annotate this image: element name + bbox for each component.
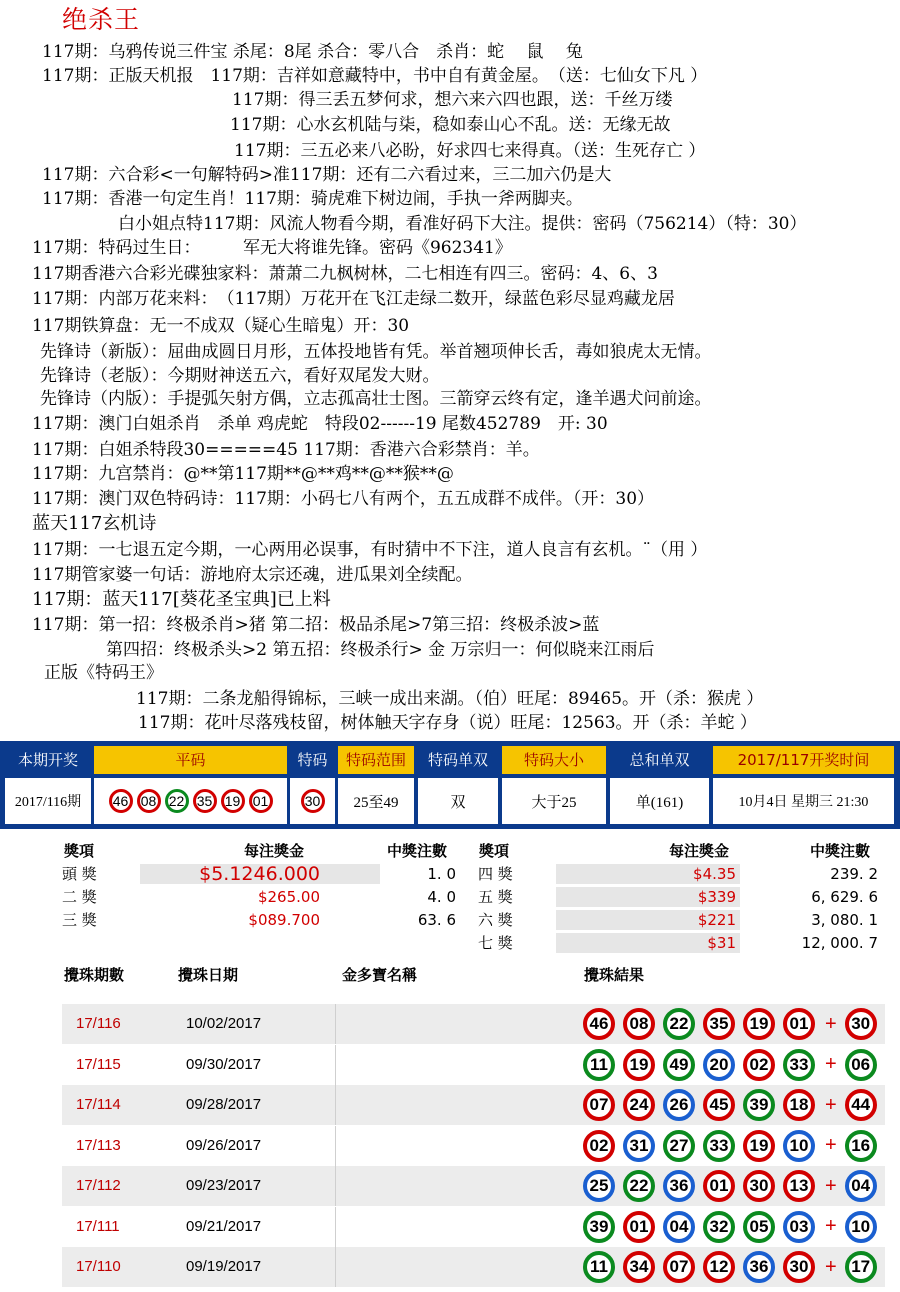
number-ball: 19 (743, 1130, 775, 1162)
plus-sign: + (825, 1174, 837, 1197)
text-heading: 蓝天117玄机诗 (32, 513, 157, 534)
history-period: 17/113 (76, 1136, 121, 1154)
plus-sign: + (825, 1255, 837, 1278)
history-row (62, 1126, 885, 1166)
prize-header-name: 獎項 (479, 842, 510, 860)
text-heading: 正版《特码王》 (44, 663, 163, 683)
prize-amount: $5.1246.000 (199, 863, 320, 885)
number-ball: 05 (743, 1211, 775, 1243)
prize-header-name: 獎項 (64, 842, 95, 860)
history-balls (583, 1049, 877, 1081)
prize-count: 3, 080. 1 (811, 911, 878, 929)
text-line: 117期铁算盘：无一不成双（疑心生暗鬼）开：30 (32, 316, 410, 336)
prize-header-count: 中獎注數 (810, 842, 871, 860)
text-line: 117期香港六合彩光碟独家料：萧萧二九枫树林，二七相连有四三。密码：4、6、3 (32, 264, 658, 284)
history-balls (583, 1251, 877, 1283)
number-ball: 24 (623, 1089, 655, 1121)
history-balls (583, 1211, 877, 1243)
header-special-range: 特码范围 (338, 746, 414, 774)
special-ball: 04 (845, 1170, 877, 1202)
next-draw-time: 10月4日 星期三 21:30 (713, 778, 894, 824)
text-line: 117期：白姐杀特段30=====45 117期：香港六合彩禁肖：羊。 (32, 440, 540, 460)
header-sum-odd-even: 总和单双 (629, 751, 690, 769)
number-ball: 26 (663, 1089, 695, 1121)
plus-sign: + (825, 1012, 837, 1035)
history-period: 17/111 (76, 1217, 120, 1235)
sum-odd-even: 单(161) (610, 778, 709, 824)
prize-row (478, 886, 882, 908)
text-line: 117期：内部万花来料： （117期）万花开在飞江走绿二数开，绿蓝色彩尽显鸡藏龙居 (32, 289, 675, 309)
prize-count: 63. 6 (417, 911, 456, 929)
number-ball: 01 (783, 1008, 815, 1040)
prize-count: 12, 000. 7 (801, 934, 878, 952)
text-line: 117期：乌鸦传说三件宝 杀尾：8尾 杀合：零八合 杀肖：蛇 鼠 兔 (42, 42, 583, 62)
number-ball: 08 (623, 1008, 655, 1040)
plus-sign: + (825, 1053, 837, 1075)
text-line: 117期：特码过生日： 军无大将谁先锋。密码《962341》 (32, 238, 512, 258)
number-ball: 25 (583, 1170, 615, 1202)
history-row (62, 1166, 885, 1206)
header-next-draw-time: 2017/117开奖时间 (713, 746, 894, 774)
text-line: 117期：澳门白姐杀肖 杀单 鸡虎蛇 特段02------19 尾数452789 开: 30 (32, 414, 608, 434)
history-balls (583, 1170, 877, 1202)
prize-count: 239. 2 (830, 865, 878, 883)
number-ball: 39 (743, 1089, 775, 1121)
prize-amount: $221 (697, 911, 736, 929)
prize-name: 七 獎 (478, 934, 513, 952)
history-period: 17/115 (76, 1055, 121, 1073)
number-ball: 19 (743, 1008, 775, 1040)
number-ball: 45 (703, 1089, 735, 1121)
prize-amount: $089.700 (248, 911, 320, 929)
prize-amount: $4.35 (693, 865, 736, 883)
prize-row (62, 863, 462, 885)
number-ball: 30 (743, 1170, 775, 1202)
text-line: 117期：九宫禁肖：@**第117期**@**鸡**@**猴**@ (32, 464, 454, 484)
text-line: 先锋诗（老版）：今期财神送五六，看好双尾发大财。 (40, 366, 440, 386)
number-ball: 35 (703, 1008, 735, 1040)
draw-period: 2017/116期 (5, 778, 91, 824)
column-divider (335, 1045, 336, 1085)
number-ball: 04 (663, 1211, 695, 1243)
number-ball: 07 (583, 1089, 615, 1121)
number-ball: 01 (623, 1211, 655, 1243)
history-date: 09/28/2017 (186, 1096, 262, 1113)
number-ball: 11 (583, 1251, 615, 1283)
header-special-odd-even: 特码单双 (427, 751, 488, 769)
number-ball: 12 (703, 1251, 735, 1283)
text-line: 117期：第一招：终极杀肖>猪 第二招：极品杀尾>7第三招：终极杀波>蓝 (32, 615, 600, 635)
history-row (62, 1247, 885, 1287)
number-ball: 03 (783, 1211, 815, 1243)
history-row (62, 1004, 885, 1044)
prize-row (478, 863, 882, 885)
number-ball: 07 (663, 1251, 695, 1283)
number-ball: 08 (137, 789, 161, 813)
history-period: 17/110 (76, 1258, 121, 1275)
prize-name: 六 獎 (478, 911, 513, 929)
history-date: 09/30/2017 (186, 1055, 262, 1073)
number-ball: 49 (663, 1049, 695, 1081)
header-special-big-small: 特码大小 (502, 746, 606, 774)
special-ball-cell (290, 778, 335, 824)
text-line: 117期：得三丢五梦何求，想六来六四也跟，送：千丝万缕 (232, 90, 673, 110)
text-line: 117期：澳门双色特码诗：117期：小码七八有两个，五五成群不成伴。（开：30） (32, 489, 655, 509)
special-ball: 06 (845, 1049, 877, 1081)
draw-info-table (0, 741, 900, 829)
number-ball: 46 (109, 789, 133, 813)
prize-amount: $265.00 (257, 888, 320, 906)
column-divider (335, 1247, 336, 1287)
special-odd-even: 双 (418, 778, 498, 824)
prize-amount: $339 (697, 888, 736, 906)
column-divider (335, 1207, 336, 1247)
history-balls (583, 1130, 877, 1162)
text-line: 第四招：终极杀头>2 第五招：终极杀行> 金 万宗归一：何似晓来江雨后 (106, 640, 655, 660)
text-line: 117期管家婆一句话：游地府太宗还魂，进瓜果刘全续配。 (32, 565, 473, 585)
prize-header-count: 中獎注數 (387, 842, 448, 860)
plus-sign: + (825, 1215, 837, 1237)
number-ball: 46 (583, 1008, 615, 1040)
header-regular-numbers: 平码 (94, 746, 287, 774)
prize-header-amount: 每注獎金 (244, 842, 305, 860)
page-title: 绝杀王 (62, 5, 141, 34)
history-period: 17/116 (76, 1015, 121, 1032)
history-balls (583, 1008, 877, 1040)
prize-row (478, 932, 882, 954)
special-ball: 10 (845, 1211, 877, 1243)
special-ball: 30 (301, 789, 325, 813)
prize-count: 1. 0 (427, 865, 456, 883)
number-ball: 35 (193, 789, 217, 813)
history-header-date: 攪珠日期 (178, 966, 239, 984)
history-date: 10/02/2017 (186, 1015, 262, 1032)
history-row (62, 1085, 885, 1125)
text-line: 先锋诗（内版）：手提弧矢射方偶，立志孤高壮士图。三箭穿云终有定，逢羊遇犬问前途。 (40, 389, 712, 409)
history-header-period: 攪珠期數 (64, 966, 125, 984)
history-balls (583, 1089, 877, 1121)
number-ball: 02 (583, 1130, 615, 1162)
number-ball: 20 (703, 1049, 735, 1081)
prize-row (478, 909, 882, 931)
column-divider (335, 1004, 336, 1044)
number-ball: 22 (623, 1170, 655, 1202)
column-divider (335, 1085, 336, 1125)
special-ball: 17 (845, 1251, 877, 1283)
special-big-small: 大于25 (502, 778, 606, 824)
text-line: 117期：心水玄机陆与柒，稳如泰山心不乱。送：无缘无故 (230, 115, 671, 135)
prize-row (62, 909, 462, 931)
number-ball: 19 (221, 789, 245, 813)
number-ball: 34 (623, 1251, 655, 1283)
number-ball: 32 (703, 1211, 735, 1243)
text-line: 117期：香港一句定生肖！117期：骑虎难下树边闹，手执一斧两脚夹。 (42, 189, 583, 209)
number-ball: 01 (703, 1170, 735, 1202)
history-date: 09/21/2017 (186, 1217, 262, 1235)
number-ball: 31 (623, 1130, 655, 1162)
prize-count: 6, 629. 6 (811, 888, 878, 906)
column-divider (335, 1126, 336, 1166)
text-line: 白小姐点特117期：风流人物看今期，看准好码下大注。提供：密码（756214）（特：30） (118, 214, 807, 234)
prize-name: 四 獎 (478, 865, 513, 883)
column-divider (335, 1166, 336, 1206)
prize-name: 頭 獎 (62, 865, 97, 883)
regular-balls (94, 778, 287, 824)
plus-sign: + (825, 1093, 837, 1116)
number-ball: 13 (783, 1170, 815, 1202)
history-row (62, 1045, 885, 1085)
special-ball: 16 (845, 1130, 877, 1162)
prize-count: 4. 0 (427, 888, 456, 906)
number-ball: 33 (703, 1130, 735, 1162)
prize-name: 五 獎 (478, 888, 513, 906)
number-ball: 33 (783, 1049, 815, 1081)
history-period: 17/114 (76, 1096, 121, 1113)
prize-header-amount: 每注獎金 (669, 842, 730, 860)
number-ball: 01 (249, 789, 273, 813)
number-ball: 36 (663, 1170, 695, 1202)
special-range: 25至49 (338, 778, 414, 824)
prize-name: 三 獎 (62, 911, 97, 929)
header-special-number: 特码 (297, 751, 328, 769)
plus-sign: + (825, 1134, 837, 1156)
text-line: 117期：三五必来八必盼，好求四七来得真。（送：生死存亡 ） (234, 141, 706, 161)
history-period: 17/112 (76, 1177, 121, 1194)
number-ball: 22 (663, 1008, 695, 1040)
history-date: 09/26/2017 (186, 1136, 262, 1154)
text-line: 117期：正版天机报 117期：吉祥如意藏特中，书中自有黄金屋。 （送：七仙女下凡 ） (42, 66, 708, 86)
history-date: 09/19/2017 (186, 1258, 262, 1275)
special-ball: 30 (845, 1008, 877, 1040)
history-date: 09/23/2017 (186, 1177, 262, 1194)
number-ball: 27 (663, 1130, 695, 1162)
number-ball: 39 (583, 1211, 615, 1243)
number-ball: 10 (783, 1130, 815, 1162)
number-ball: 02 (743, 1049, 775, 1081)
history-header-result: 攪珠結果 (584, 966, 645, 984)
prize-name: 二 獎 (62, 888, 97, 906)
header-current-draw: 本期开奖 (17, 751, 78, 769)
number-ball: 36 (743, 1251, 775, 1283)
special-ball: 44 (845, 1089, 877, 1121)
number-ball: 11 (583, 1049, 615, 1081)
text-line: 117期：花叶尽落残枝留，树体触天字存身（说）旺尾：12563。开（杀：羊蛇 ） (138, 713, 757, 733)
prize-row (62, 886, 462, 908)
prize-amount: $31 (707, 934, 736, 952)
text-line: 先锋诗（新版）：屈曲成圆日月形，五体投地皆有凭。举首翘项伸长舌，毒如狼虎太无情。 (40, 342, 712, 362)
text-line: 117期：二条龙船得锦标，三峡一成出来湖。（伯）旺尾：89465。开（杀：猴虎 ） (136, 689, 764, 709)
history-header-name: 金多寶名稱 (342, 966, 418, 984)
number-ball: 22 (165, 789, 189, 813)
number-ball: 18 (783, 1089, 815, 1121)
text-line: 117期：蓝天117[葵花圣宝典]已上料 (32, 589, 331, 610)
text-line: 117期：六合彩<一句解特码>准117期：还有二六看过来，三二加六仍是大 (42, 165, 612, 185)
text-line: 117期：一七退五定今期，一心两用必误事，有时猜中不下注，道人良言有玄机。¨（用 ） (32, 540, 708, 560)
number-ball: 30 (783, 1251, 815, 1283)
number-ball: 19 (623, 1049, 655, 1081)
history-row (62, 1207, 885, 1247)
